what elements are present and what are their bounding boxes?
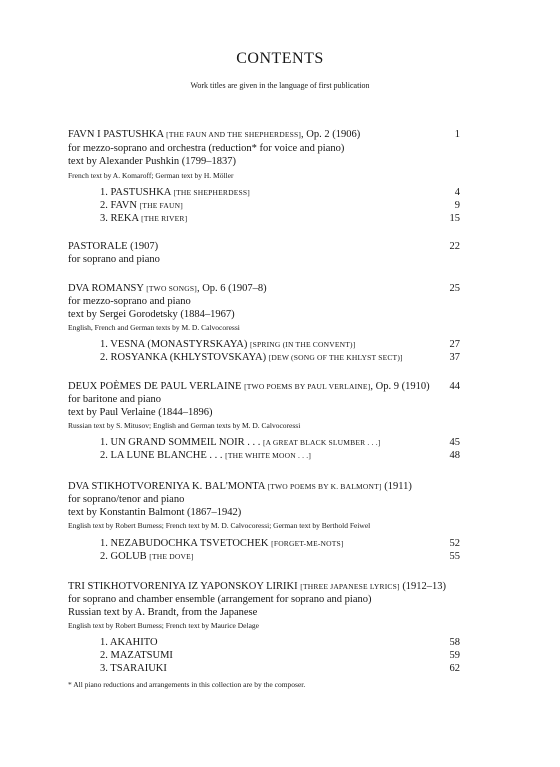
song-item: 1. PASTUSHKA [THE SHEPHERDESS] bbox=[100, 187, 250, 198]
song-item: 2. LA LUNE BLANCHE . . . [THE WHITE MOON . . .] bbox=[100, 450, 312, 461]
song-item: 1. UN GRAND SOMMEIL NOIR . . . [A GREAT BLACK SLUMBER . . .] bbox=[100, 437, 381, 448]
translation-credit: English text by Robert Burness; French text by M. D. Calvocoressi; German text by Berthold Feiwel bbox=[68, 521, 371, 530]
page-number: 1 bbox=[454, 129, 460, 140]
work-detail: for mezzo-soprano and orchestra (reduction* for voice and piano) bbox=[68, 143, 345, 154]
work-detail: for soprano and chamber ensemble (arrangement for soprano and piano) bbox=[68, 594, 372, 605]
translation-credit: English, French and German texts by M. D. Calvocoressi bbox=[68, 323, 240, 332]
song-item: 1. VESNA (MONASTYRSKAYA) [SPRING (IN THE CONVENT)] bbox=[100, 339, 356, 350]
page-number: 52 bbox=[449, 538, 460, 549]
page-number: 58 bbox=[449, 637, 460, 648]
language-note: Work titles are given in the language of first publication bbox=[190, 81, 370, 90]
page-number: 4 bbox=[454, 187, 460, 198]
work-detail: for mezzo-soprano and piano bbox=[68, 296, 191, 307]
page-number: 55 bbox=[449, 551, 460, 562]
work-title-line: DVA ROMANSY [TWO SONGS], Op. 6 (1907–8) bbox=[68, 283, 267, 294]
work-title-line: DEUX POÈMES DE PAUL VERLAINE [TWO POEMS BY PAUL VERLAINE], Op. 9 (1910) bbox=[68, 381, 430, 392]
page-title: CONTENTS bbox=[236, 50, 324, 67]
work-detail: for soprano/tenor and piano bbox=[68, 494, 185, 505]
page-number: 37 bbox=[449, 352, 460, 363]
work-title-line: TRI STIKHOTVORENIYA IZ YAPONSKOY LIRIKI [THREE JAPANESE LYRICS] (1912–13) bbox=[68, 581, 447, 592]
page-number: 9 bbox=[454, 200, 460, 211]
translation-credit: French text by A. Komaroff; German text by H. Möller bbox=[68, 171, 234, 180]
page-number: 45 bbox=[449, 437, 460, 448]
song-item: 1. AKAHITO bbox=[100, 637, 158, 648]
page-number: 48 bbox=[449, 450, 460, 461]
work-detail: text by Konstantin Balmont (1867–1942) bbox=[68, 507, 242, 518]
song-item: 2. MAZATSUMI bbox=[100, 650, 173, 661]
translation-credit: Russian text by S. Mitusov; English and German texts by M. D. Calvocoressi bbox=[68, 421, 301, 430]
work-title-line: PASTORALE (1907) bbox=[68, 241, 159, 252]
song-item: 2. FAVN [THE FAUN] bbox=[100, 200, 183, 211]
work-detail: text by Alexander Pushkin (1799–1837) bbox=[68, 156, 236, 167]
work-detail: text by Sergei Gorodetsky (1884–1967) bbox=[68, 309, 235, 320]
work-detail: Russian text by A. Brandt, from the Japanese bbox=[68, 607, 258, 618]
footnote: * All piano reductions and arrangements in this collection are by the composer. bbox=[68, 680, 306, 689]
work-detail: for soprano and piano bbox=[68, 254, 160, 265]
work-detail: for baritone and piano bbox=[68, 394, 162, 405]
page-number: 59 bbox=[449, 650, 460, 661]
song-item: 3. REKA [THE RIVER] bbox=[100, 213, 188, 224]
song-item: 3. TSARAIUKI bbox=[100, 663, 167, 674]
translation-credit: English text by Robert Burness; French text by Maurice Delage bbox=[68, 621, 259, 630]
page-number: 27 bbox=[449, 339, 460, 350]
song-item: 1. NEZABUDOCHKA TSVETOCHEK [FORGET-ME-NOTS] bbox=[100, 538, 344, 549]
page-number: 62 bbox=[449, 663, 460, 674]
page-number: 44 bbox=[449, 381, 460, 392]
work-title-line: DVA STIKHOTVORENIYA K. BAL'MONTA [TWO POEMS BY K. BALMONT] (1911) bbox=[68, 481, 412, 492]
work-detail: text by Paul Verlaine (1844–1896) bbox=[68, 407, 213, 418]
song-item: 2. GOLUB [THE DOVE] bbox=[100, 551, 194, 562]
page-number: 25 bbox=[449, 283, 460, 294]
work-title-line: FAVN I PASTUSHKA [THE FAUN AND THE SHEPHERDESS], Op. 2 (1906) bbox=[68, 129, 361, 140]
page-number: 22 bbox=[449, 241, 460, 252]
song-item: 2. ROSYANKA (KHLYSTOVSKAYA) [DEW (SONG OF THE KHLYST SECT)] bbox=[100, 352, 403, 363]
page-number: 15 bbox=[449, 213, 460, 224]
